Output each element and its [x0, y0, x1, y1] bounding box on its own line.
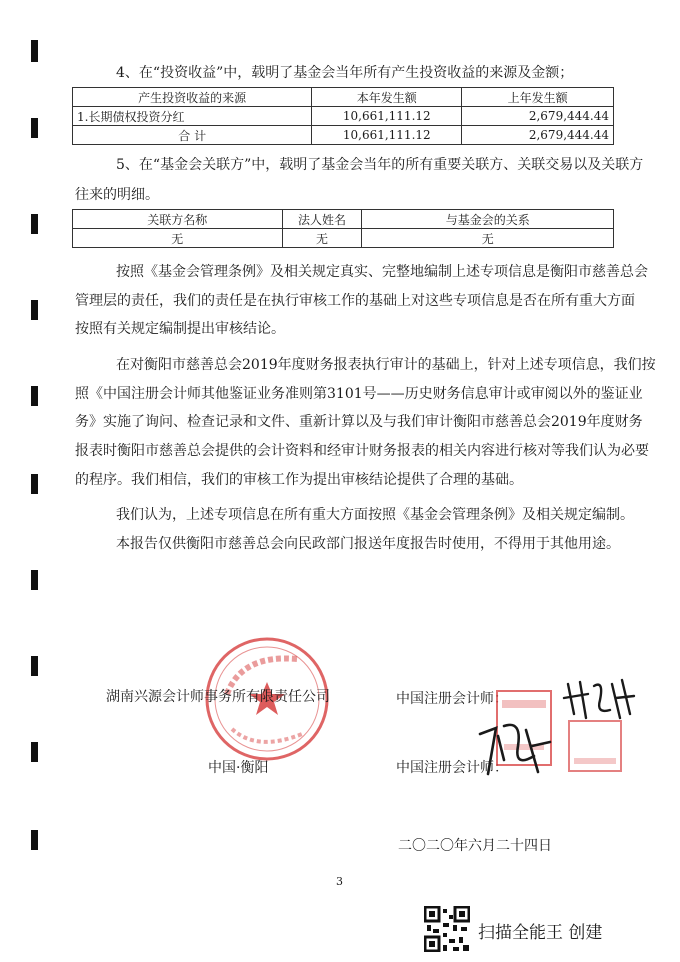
body-paragraph-line: 报表时衡阳市慈善总会提供的会计资料和经审计财务报表的相关内容进行核对等我们认为必要 — [75, 443, 649, 459]
scan-edge-mark — [31, 474, 38, 494]
item5-line2: 往来的明细。 — [75, 187, 159, 203]
firm-name: 湖南兴源会计师事务所有限责任公司 — [106, 689, 330, 705]
cpa-label-2: 中国注册会计师： — [396, 760, 508, 776]
table-cell: 无 — [73, 229, 283, 248]
scan-edge-mark — [31, 300, 38, 320]
body-paragraph-line: 按照有关规定编制提出审核结论。 — [75, 321, 285, 337]
body-paragraph-line: 的程序。我们相信，我们的审核工作为提出审核结论提供了合理的基础。 — [75, 472, 523, 488]
body-paragraph-line: 照《中国注册会计师其他鉴证业务准则第3101号——历史财务信息审计或审阅以外的鉴证业 — [75, 386, 643, 402]
table-header-row — [73, 88, 614, 107]
table-cell: 1.长期债权投资分红 — [73, 107, 312, 126]
qr-code-icon — [424, 906, 470, 952]
body-paragraph-line: 管理层的责任，我们的责任是在执行审核工作的基础上对这些专项信息是否在所有重大方面 — [75, 293, 635, 309]
scanner-brand-text: 扫描全能王 创建 — [478, 923, 603, 943]
scan-edge-mark — [31, 40, 38, 62]
table-cell: 10,661,111.12 — [312, 107, 462, 126]
usage-restriction-paragraph: 本报告仅供衡阳市慈善总会向民政部门报送年度报告时使用，不得用于其他用途。 — [116, 536, 620, 552]
table-header-cell: 法人姓名 — [282, 210, 362, 229]
table-header-cell: 关联方名称 — [73, 210, 283, 229]
item5-line1: 5、在“基金会关联方”中，载明了基金会当年的所有重要关联方、关联交易以及关联方 — [116, 157, 644, 173]
investment-income-table — [72, 87, 614, 145]
scan-edge-mark — [31, 118, 38, 138]
report-date: 二〇二〇年六月二十四日 — [398, 838, 552, 854]
table-cell: 2,679,444.44 — [462, 126, 614, 145]
page-number: 3 — [336, 875, 343, 888]
handwritten-signature-2 — [474, 716, 554, 778]
table-cell: 无 — [362, 229, 614, 248]
table-row — [73, 126, 614, 145]
cpa-stamp-2 — [566, 718, 624, 774]
scan-edge-mark — [31, 386, 38, 406]
scan-edge-mark — [31, 214, 38, 234]
handwritten-signature-1 — [560, 674, 640, 724]
table-header-cell: 上年发生额 — [462, 88, 614, 107]
table-cell: 10,661,111.12 — [312, 126, 462, 145]
table-header-cell: 与基金会的关系 — [362, 210, 614, 229]
table-row — [73, 107, 614, 126]
body-paragraph-line: 务》实施了询问、检查记录和文件、重新计算以及与我们审计衡阳市慈善总会2019年度财务 — [75, 414, 643, 430]
table-cell: 无 — [282, 229, 362, 248]
conclusion-paragraph: 我们认为，上述专项信息在所有重大方面按照《基金会管理条例》及相关规定编制。 — [116, 507, 634, 523]
related-party-table — [72, 209, 614, 248]
table-cell: 合 计 — [73, 126, 312, 145]
scan-edge-mark — [31, 656, 38, 676]
scan-edge-mark — [31, 830, 38, 850]
scan-edge-mark — [31, 742, 38, 762]
body-paragraph-line: 按照《基金会管理条例》及相关规定真实、完整地编制上述专项信息是衡阳市慈善总会 — [116, 264, 648, 280]
scan-edge-mark — [31, 570, 38, 590]
cpa-label-1: 中国注册会计师： — [396, 691, 508, 707]
item4-title: 4、在“投资收益”中，载明了基金会当年所有产生投资收益的来源及金额； — [116, 65, 574, 81]
firm-location: 中国·衡阳 — [208, 760, 269, 776]
body-paragraph-line: 在对衡阳市慈善总会2019年度财务报表执行审计的基础上，针对上述专项信息，我们按 — [116, 357, 656, 373]
table-cell: 2,679,444.44 — [462, 107, 614, 126]
table-row — [73, 229, 614, 248]
table-header-cell: 产生投资收益的来源 — [73, 88, 312, 107]
table-header-cell: 本年发生额 — [312, 88, 462, 107]
table-header-row — [73, 210, 614, 229]
